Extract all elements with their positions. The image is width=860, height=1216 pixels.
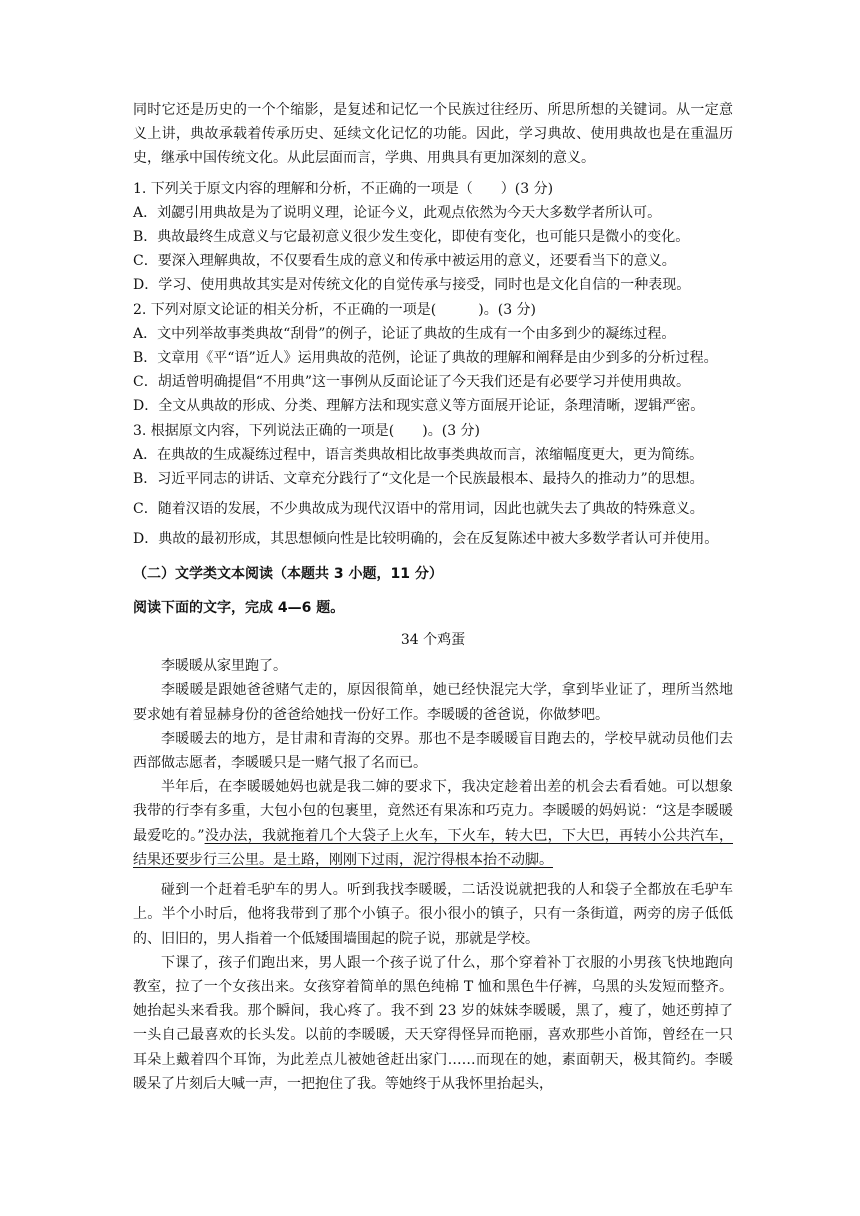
question-1 [133,177,733,298]
option-d: D．典故的最初形成，其思想倾向性是比较明确的，会在反复陈述中被大多数学者认可并使用。 [133,531,719,548]
option-b: B．文章用《平“语”近人》运用典故的范例，论证了典故的理解和阐释是由少到多的分析过程。 [133,350,718,367]
story-paragraph: 碰到一个赶着毛驴车的男人。听到我找李暖暖，二话没说就把我的人和袋子全都放在毛驴车上。半个小时后，他将我带到了那个小镇子。很小很小的镇子，只有一条街道，两旁的房子低低的、旧旧的，男人指着一个低矮围墙围起的院子说，那就是学校。 [133,882,733,947]
option-a: A．在典故的生成凝练过程中，语言类典故相比故事类典故而言，浓缩幅度更大，更为简练。 [133,446,704,463]
document-body [133,98,733,1096]
story-paragraph: 李暖暖从家里跑了。 [161,658,287,675]
underlined-sentence: 没办法，我就拖着几个大袋子上火车，下火车，转大巴，下大巴，再转小公共汽车，结果还要步行三公里。是土路，刚刚下过雨，泥泞得根本抬不动脚。 [133,827,733,868]
section-heading: （二）文学类文本阅读（本题共 3 小题，11 分） [133,565,443,582]
option-b: B．习近平同志的讲话、文章充分践行了“文化是一个民族最根本、最持久的推动力”的思想。 [133,471,704,488]
section-instruction: 阅读下面的文字，完成 4—6 题。 [133,599,345,616]
story-paragraph: 李暖暖去的地方，是甘肃和青海的交界。那也不是李暖暖盲目跑去的，学校早就动员他们去西部做志愿者，李暖暖只是一赌气报了名而已。 [133,730,733,772]
question-stem: 1. 下列关于原文内容的理解和分析，不正确的一项是（ ）(3 分) [133,180,554,197]
story-text [133,654,733,1096]
question-stem: 3. 根据原文内容，下列说法正确的一项是( )。(3 分) [133,422,481,439]
question-3 [133,419,733,552]
option-c: C．胡适曾明确提倡“不用典”这一事例从反面论证了今天我们还是有必要学习并使用典故。 [133,374,691,391]
option-a: A．文中列举故事类典故“刮骨”的例子，论证了典故的生成有一个由多到少的凝练过程。 [133,325,676,342]
story-paragraph: 下课了，孩子们跑出来，男人跟一个孩子说了什么，那个穿着补丁衣服的小男孩飞快地跑向教室，拉了一个女孩出来。女孩穿着简单的黑色纯棉 T 恤和黑色牛仔裤，乌黑的头发短而整齐。她抬起头来看我。那个瞬间，我心疼了。我不到 23 岁的妹妹李暖暖，黑了，瘦了，她还剪掉了一头自己最喜欢的长头发。以前的李暖暖，天天穿得怪异而艳丽，喜欢那些小首饰，曾经在一只耳朵上戴着四个耳饰，为此差点儿被她爸赶出家门……而现在的她，素面朝天，极其简约。李暖暖呆了片刻后大喊一声，一把抱住了我。等她终于从我怀里抬起头， [133,954,733,1092]
story-paragraph: 李暖暖是跟她爸爸赌气走的，原因很简单，她已经快混完大学，拿到毕业证了，理所当然地要求她有着显赫身份的爸爸给她找一份好工作。李暖暖的爸爸说，你做梦吧。 [133,682,733,723]
question-2 [133,298,733,419]
option-d: D．学习、使用典故其实是对传统文化的自觉传承与接受，同时也是文化自信的一种表现。 [133,277,691,294]
option-c: C．随着汉语的发展，不少典故成为现代汉语中的常用词，因此也就失去了典故的特殊意义。 [133,501,704,518]
question-stem: 2. 下列对原文论证的相关分析，不正确的一项是( )。(3 分) [133,301,537,318]
intro-paragraph: 同时它还是历史的一个个缩影，是复述和记忆一个民族过往经历、所思所想的关键词。从一定意义上讲，典故承载着传承历史、延续文化记忆的功能。因此，学习典故、使用典故也是在重温历史，继承中国传统文化。从此层面而言，学典、用典具有更加深刻的意义。 [133,102,733,167]
story-text-plain: 半年后，在李暖暖她妈也就是我二婶的要求下，我决定趁着出差的机会去看看她。可以想象我带的行李有多重，大包小包的包裹里，竟然还有果冻和巧克力。李暖暖的妈妈说：“这是李暖暖最爱吃的。” [133,779,733,844]
story-paragraph [133,775,733,872]
option-b: B．典故最终生成意义与它最初意义很少发生变化，即使有变化，也可能只是微小的变化。 [133,229,690,246]
option-d: D．全文从典故的形成、分类、理解方法和现实意义等方面展开论证，条理清晰，逻辑严密。 [133,398,705,415]
option-c: C．要深入理解典故，不仅要看生成的意义和传承中被运用的意义，还要看当下的意义。 [133,253,676,270]
option-a: A．刘勰引用典故是为了说明义理，论证今义，此观点依然为今天大多数学者所认可。 [133,204,662,221]
story-title: 34 个鸡蛋 [400,632,466,649]
